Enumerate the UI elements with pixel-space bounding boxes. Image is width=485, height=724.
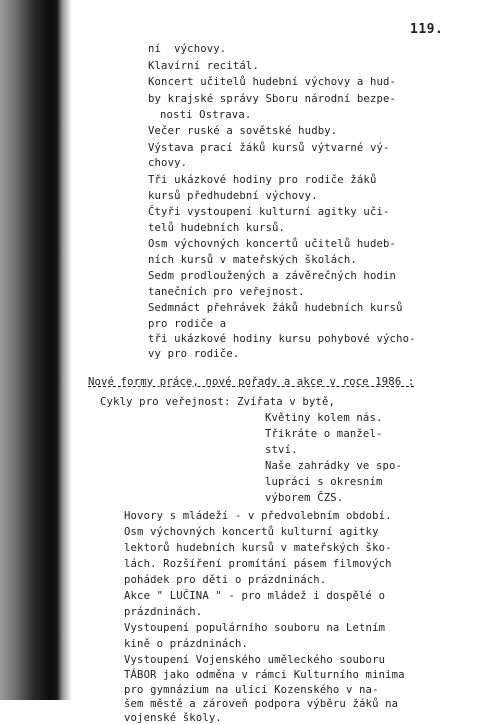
text-line: telů hudebních kursů. (148, 222, 286, 234)
text-line: vy pro rodiče. (148, 348, 240, 360)
text-line: Klavírní recitál. (148, 60, 259, 72)
text-line: Sedmnáct přehrávek žáků hudebních kursů (148, 302, 403, 314)
binding-shadow-edge (62, 0, 72, 700)
text-line: kursů předhudební výchovy. (148, 190, 318, 202)
text-line: Večer ruské a sovětské hudby. (148, 125, 338, 137)
text-line: lupráci s okresním (265, 476, 383, 488)
text-line: Tři ukázkové hodiny pro rodiče žáků (148, 174, 377, 186)
section-heading: Nové formy práce, nové pořady a akce v roce 1986 : (88, 376, 415, 388)
text-line: Akce " LUČINA " - pro mládež i dospělé o (124, 590, 386, 602)
text-line: pro rodiče a (148, 318, 227, 330)
text-line: ní výchovy. (148, 43, 227, 55)
text-line: kině o prázdninách. (124, 638, 249, 650)
text-line: šem městě a zároveň podpora výběru žáků na (124, 698, 399, 710)
text-line: Sedm prodloužených a závěrečných hodin (148, 270, 397, 282)
text-line: Čtyři vystoupení kulturní agitky uči- (148, 206, 390, 218)
page-number: 119. (410, 22, 444, 37)
text-line: Naše zahrádky ve spo- (265, 460, 403, 472)
text-line: Výstava prací žáků kursů výtvarné vý- (148, 142, 390, 154)
text-line: pohádek pro děti o prázdninách. (124, 574, 327, 586)
text-line: ních kursů v mateřských školách. (148, 254, 357, 266)
text-line: tři ukázkové hodiny kursu pohybové výcho- (148, 333, 416, 345)
binding-shadow (0, 0, 62, 700)
text-line: nosti Ostrava. (160, 109, 252, 121)
text-line: Hovory s mládeží - v předvolebním období. (124, 510, 392, 522)
text-line: tanečních pro veřejnost. (148, 286, 305, 298)
text-line: Koncert učitelů hudební výchovy a hud- (148, 76, 397, 88)
text-line: Osm výchovných koncertů učitelů hudeb- (148, 238, 397, 250)
text-line: lách. Rozšíření promítání pásem filmových (124, 558, 392, 570)
text-line: Třikráte o manžel- (265, 428, 383, 440)
text-line: Osm výchovných koncertů kulturní agitky (124, 526, 379, 538)
text-line: vojenské školy. (124, 712, 222, 724)
text-line: prázdninách. (124, 606, 203, 618)
text-line: Květiny kolem nás. (265, 412, 383, 424)
text-line: by krajské správy Sboru národní bezpe- (148, 93, 397, 105)
text-line: ství. (265, 444, 298, 456)
text-line: lektorů hudebních kursů v mateřských ško- (124, 542, 392, 554)
text-line: Vystoupení populárního souboru na Letním (124, 622, 386, 634)
text-line: výborem ČZS. (265, 492, 344, 504)
text-line: pro gymnázium na ulici Kozenského v na- (124, 684, 379, 696)
text-line: chovy. (148, 157, 188, 169)
text-line: Vystoupení Vojenského uměleckého souboru (124, 654, 386, 666)
text-line: Cykly pro veřejnost: Zvířata v bytě, (100, 396, 336, 408)
text-line: TÁBOR jako odměna v rámci Kulturního minima (124, 669, 405, 681)
